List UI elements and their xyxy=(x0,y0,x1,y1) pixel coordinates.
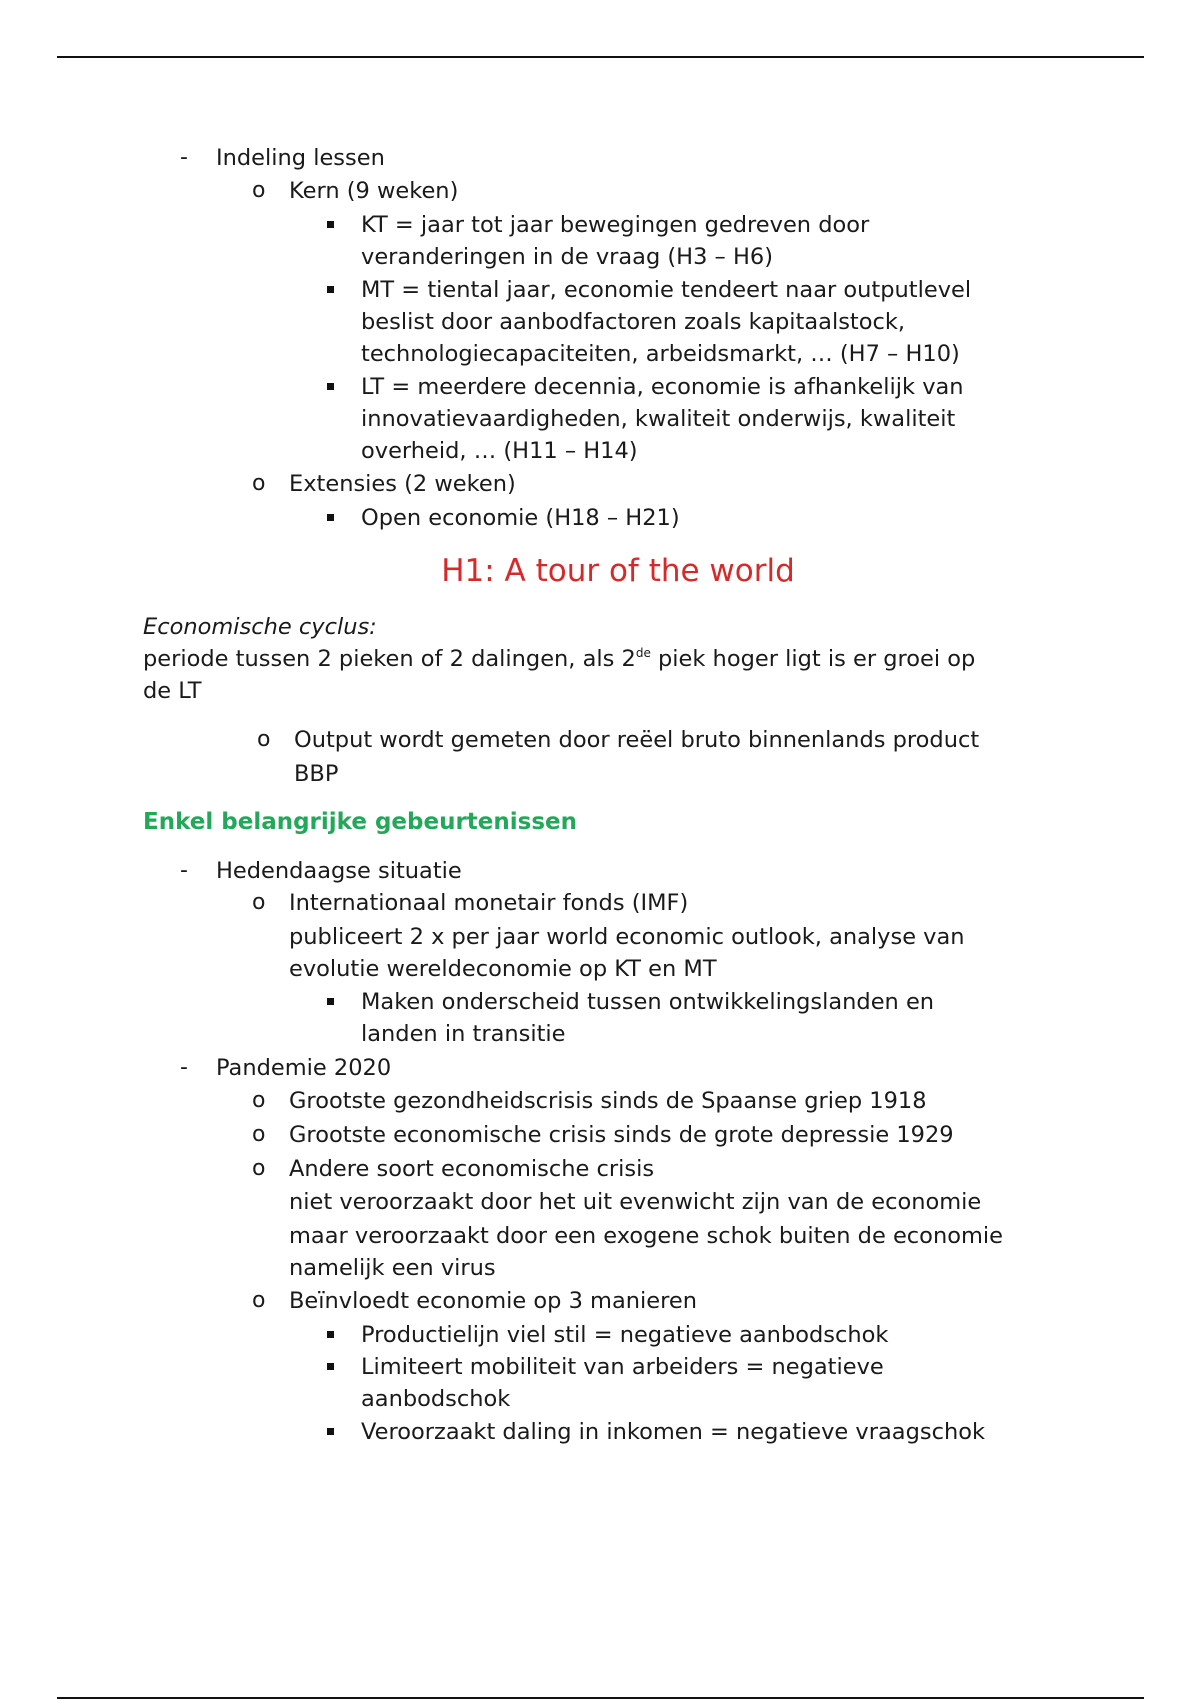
square-bullet-icon xyxy=(327,383,334,390)
square-bullet-icon xyxy=(327,1331,334,1338)
chapter-heading: H1: A tour of the world xyxy=(441,553,795,589)
maken-line-1: Maken onderscheid tussen ontwikkelingslanden en xyxy=(361,989,935,1015)
section-title: Enkel belangrijke gebeurtenissen xyxy=(143,809,578,835)
pandemie-item-1: Grootste gezondheidscrisis sinds de Spaanse griep 1918 xyxy=(289,1088,927,1114)
circle-marker: o xyxy=(252,890,266,915)
output-line-1: Output wordt gemeten door reëel bruto binnenlands product xyxy=(294,727,980,753)
circle-marker: o xyxy=(252,1156,266,1181)
pandemie-item-3-line-1: niet veroorzaakt door het uit evenwicht zijn van de economie xyxy=(289,1189,982,1215)
square-bullet-icon xyxy=(327,1428,334,1435)
imf-title: Internationaal monetair fonds (IMF) xyxy=(289,890,689,916)
manier-item-3: Veroorzaakt daling in inkomen = negatieve vraagschok xyxy=(361,1419,986,1445)
circle-marker: o xyxy=(252,1288,266,1313)
maken-line-2: landen in transitie xyxy=(361,1021,566,1047)
cyclus-label: Economische cyclus: xyxy=(143,614,377,640)
mt-line-3: technologiecapaciteiten, arbeidsmarkt, … (H7 – H10) xyxy=(361,341,960,367)
square-bullet-icon xyxy=(327,1363,334,1370)
imf-line-2: evolutie wereldeconomie op KT en MT xyxy=(289,956,717,982)
circle-marker: o xyxy=(252,471,266,496)
pandemie-item-3-line-3: namelijk een virus xyxy=(289,1255,496,1281)
output-line-2: BBP xyxy=(294,761,339,787)
circle-marker: o xyxy=(257,727,271,752)
circle-marker: o xyxy=(252,1088,266,1113)
imf-line-1: publiceert 2 x per jaar world economic outlook, analyse van xyxy=(289,924,965,950)
list-item-hedendaags: Hedendaagse situatie xyxy=(216,858,462,884)
circle-marker: o xyxy=(252,178,266,203)
square-bullet-icon xyxy=(327,998,334,1005)
list-item-pandemie: Pandemie 2020 xyxy=(216,1055,392,1081)
list-item-extensies: Extensies (2 weken) xyxy=(289,471,516,497)
manier-item-1: Productielijn viel stil = negatieve aanbodschok xyxy=(361,1322,889,1348)
square-bullet-icon xyxy=(327,286,334,293)
list-item-indeling: Indeling lessen xyxy=(216,145,385,171)
pandemie-item-3-line-2: maar veroorzaakt door een exogene schok buiten de economie xyxy=(289,1223,1003,1249)
dash-marker: - xyxy=(180,145,188,170)
circle-marker: o xyxy=(252,1122,266,1147)
bottom-rule xyxy=(57,1697,1144,1699)
manier-item-2-line-2: aanbodschok xyxy=(361,1386,511,1412)
pandemie-item-3: Andere soort economische crisis xyxy=(289,1156,655,1182)
dash-marker: - xyxy=(180,858,188,883)
kt-line-1: KT = jaar tot jaar bewegingen gedreven door xyxy=(361,212,870,238)
manier-item-2-line-1: Limiteert mobiliteit van arbeiders = negatieve xyxy=(361,1354,884,1380)
mt-line-1: MT = tiental jaar, economie tendeert naar outputlevel xyxy=(361,277,972,303)
list-item-kern: Kern (9 weken) xyxy=(289,178,459,204)
lt-line-3: overheid, … (H11 – H14) xyxy=(361,438,638,464)
top-rule xyxy=(57,56,1144,58)
lt-line-1: LT = meerdere decennia, economie is afhankelijk van xyxy=(361,374,964,400)
pandemie-item-4: Beïnvloedt economie op 3 manieren xyxy=(289,1288,697,1314)
mt-line-2: beslist door aanbodfactoren zoals kapitaalstock, xyxy=(361,309,906,335)
cyclus-text-2: de LT xyxy=(143,678,202,704)
lt-line-2: innovatievaardigheden, kwaliteit onderwijs, kwaliteit xyxy=(361,406,956,432)
square-bullet-icon xyxy=(327,221,334,228)
square-bullet-icon xyxy=(327,514,334,521)
cyclus-text-1: periode tussen 2 pieken of 2 dalingen, als 2de piek hoger ligt is er groei op xyxy=(143,646,976,672)
list-item-open-economie: Open economie (H18 – H21) xyxy=(361,505,680,531)
dash-marker: - xyxy=(180,1055,188,1080)
pandemie-item-2: Grootste economische crisis sinds de grote depressie 1929 xyxy=(289,1122,954,1148)
kt-line-2: veranderingen in de vraag (H3 – H6) xyxy=(361,244,773,270)
